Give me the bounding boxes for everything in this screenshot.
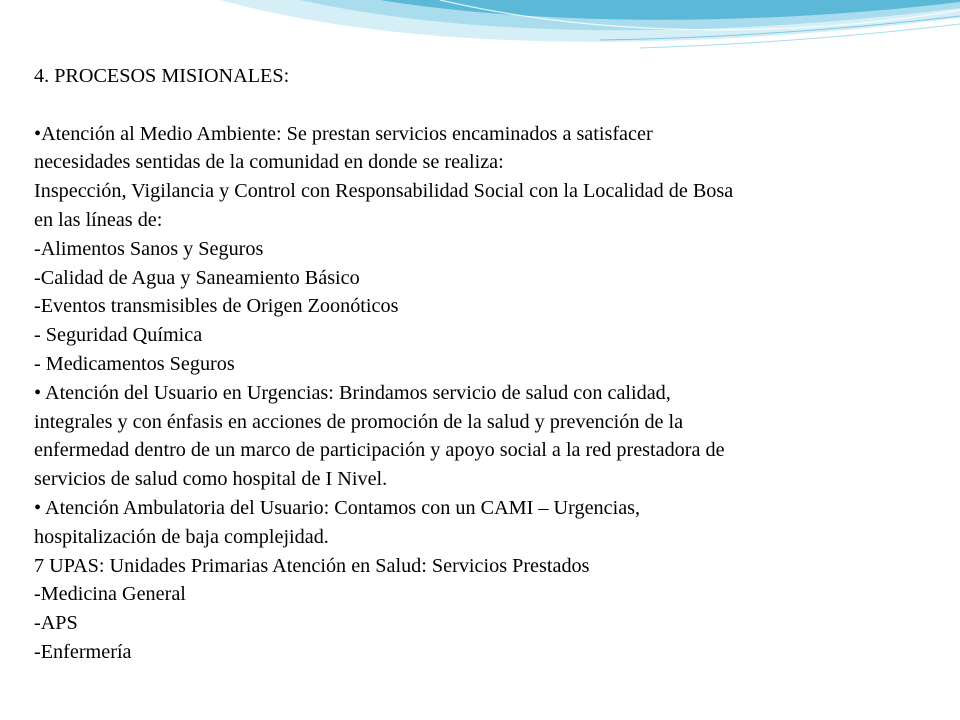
slide-body — [34, 62, 934, 667]
header-wave-decoration — [0, 0, 960, 60]
body-line: - Medicamentos Seguros — [34, 352, 235, 375]
body-line: en las líneas de: — [34, 208, 163, 231]
body-line: hospitalización de baja complejidad. — [34, 525, 329, 548]
body-line: • Atención Ambulatoria del Usuario: Contamos con un CAMI – Urgencias, — [34, 496, 641, 519]
slide-heading: 4. PROCESOS MISIONALES: — [34, 65, 290, 87]
body-line: enfermedad dentro de un marco de participación y apoyo social a la red prestadora de — [34, 439, 725, 462]
body-line: -APS — [34, 612, 78, 635]
body-line: -Enfermería — [34, 640, 132, 663]
body-line: Inspección, Vigilancia y Control con Responsabilidad Social con la Localidad de Bosa — [34, 180, 734, 203]
body-line: necesidades sentidas de la comunidad en donde se realiza: — [34, 151, 504, 174]
body-line: integrales y con énfasis en acciones de promoción de la salud y prevención de la — [34, 410, 684, 433]
spacer — [34, 91, 934, 120]
body-line: - Seguridad Química — [34, 324, 203, 347]
body-line: 7 UPAS: Unidades Primarias Atención en Salud: Servicios Prestados — [34, 554, 590, 577]
body-line: -Medicina General — [34, 583, 186, 606]
body-line: -Eventos transmisibles de Origen Zoonóticos — [34, 295, 399, 318]
body-line: •Atención al Medio Ambiente: Se prestan servicios encaminados a satisfacer — [34, 122, 653, 145]
body-line: • Atención del Usuario en Urgencias: Brindamos servicio de salud con calidad, — [34, 381, 671, 404]
body-line: -Alimentos Sanos y Seguros — [34, 237, 264, 260]
body-line: -Calidad de Agua y Saneamiento Básico — [34, 266, 360, 289]
body-line: servicios de salud como hospital de I Nivel. — [34, 468, 388, 491]
